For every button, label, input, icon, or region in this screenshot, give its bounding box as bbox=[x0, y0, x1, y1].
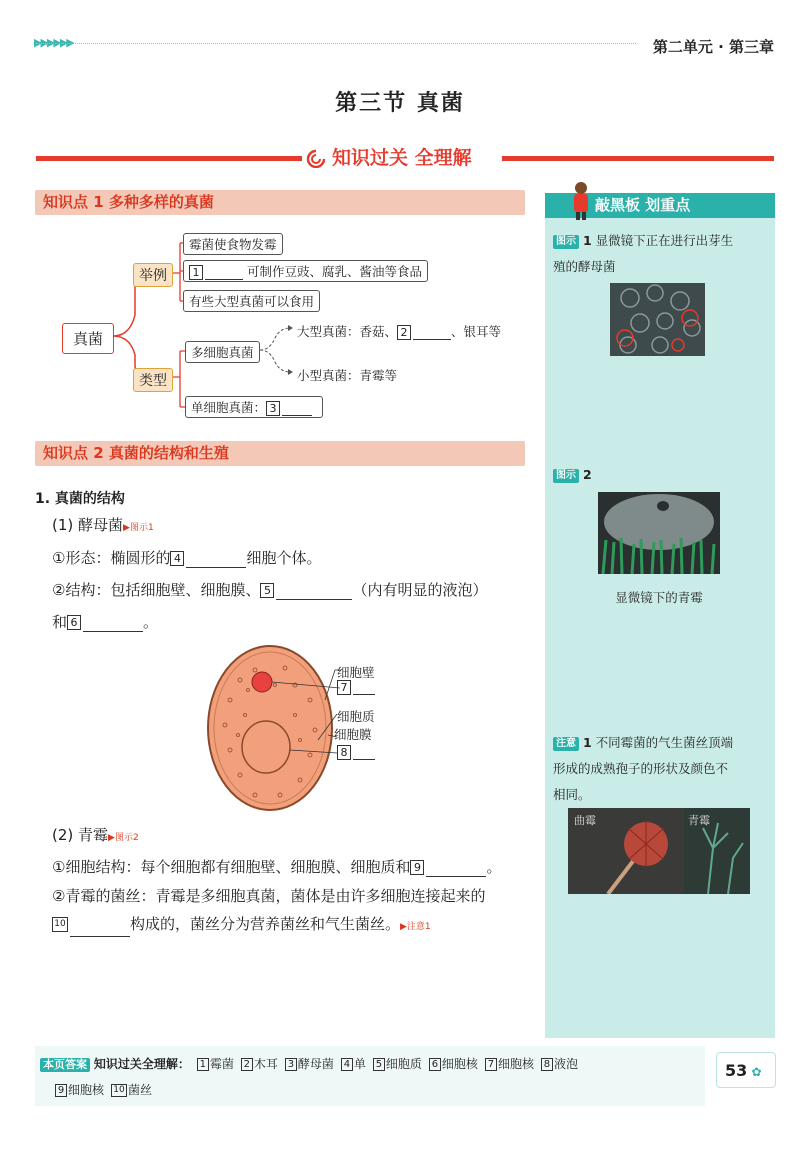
figure1-text-b: 殖的酵母菌 bbox=[553, 259, 616, 274]
answer-text: 菌丝 bbox=[128, 1083, 153, 1097]
teacher-icon bbox=[566, 180, 596, 220]
answer-text: 细胞核 bbox=[68, 1083, 105, 1097]
answer-number: 5 bbox=[373, 1058, 385, 1071]
answer-item bbox=[366, 1057, 422, 1071]
blank-number: 5 bbox=[260, 583, 274, 598]
answer-item bbox=[104, 1083, 152, 1097]
answer-number: 8 bbox=[541, 1058, 553, 1071]
answer-item bbox=[478, 1057, 534, 1071]
struct-text-d: 。 bbox=[143, 613, 159, 631]
figure1-text-a: 显微镜下正在进行出芽生 bbox=[595, 233, 734, 248]
answer-number: 3 bbox=[285, 1058, 297, 1071]
answer-item bbox=[190, 1057, 234, 1071]
header-divider bbox=[36, 43, 636, 44]
answer-item bbox=[334, 1057, 366, 1071]
blank-number: 3 bbox=[266, 401, 280, 416]
figure-ref[interactable]: ▶图示2 bbox=[108, 833, 139, 843]
blank-number: 9 bbox=[410, 860, 424, 875]
penicillium-micrograph bbox=[598, 492, 720, 574]
struct-text-a: ②结构：包括细胞壁、细胞膜、 bbox=[52, 581, 261, 599]
example-mold: 霉菌使食物发霉 bbox=[183, 233, 283, 255]
mold-label: (2) 青霉 bbox=[52, 826, 109, 844]
answer-text: 酵母菌 bbox=[297, 1057, 334, 1071]
blank-number: 4 bbox=[170, 551, 184, 566]
yeast-shape bbox=[52, 548, 321, 568]
type-multicellular: 多细胞真菌 bbox=[185, 341, 260, 363]
yeast-structure bbox=[52, 580, 527, 600]
label-cell-wall: 细胞壁 bbox=[337, 665, 375, 680]
label-cytoplasm: 细胞质 bbox=[337, 709, 375, 724]
answer-number: 9 bbox=[55, 1084, 67, 1097]
answer-number: 4 bbox=[341, 1058, 353, 1071]
answer-blank[interactable] bbox=[353, 694, 375, 695]
yeast-label: (1) 酵母菌 bbox=[52, 516, 124, 534]
label-blank-7 bbox=[337, 680, 375, 695]
struct-text-b: （内有明显的液泡） bbox=[352, 581, 488, 599]
answer-number: 7 bbox=[485, 1058, 497, 1071]
example-food bbox=[183, 260, 428, 282]
answer-item bbox=[234, 1057, 278, 1071]
figure2-caption: 显微镜下的青霉 bbox=[615, 590, 703, 605]
answer-number: 10 bbox=[111, 1084, 127, 1097]
shape-text-a: ①形态：椭圆形的 bbox=[52, 549, 171, 567]
answer-item bbox=[278, 1057, 334, 1071]
shape-text-b: 细胞个体。 bbox=[246, 549, 322, 567]
note-number: 1 bbox=[582, 735, 592, 750]
answer-text: 单 bbox=[353, 1057, 366, 1071]
answer-item bbox=[534, 1057, 578, 1071]
answer-text: 细胞核 bbox=[497, 1057, 534, 1071]
yeast-structure-2 bbox=[52, 612, 158, 632]
answer-text: 细胞核 bbox=[441, 1057, 478, 1071]
header-arrows: ▶▶▶▶▶▶ bbox=[34, 36, 73, 49]
answer-number: 1 bbox=[197, 1058, 209, 1071]
type-unicellular bbox=[185, 396, 323, 418]
big-fungi-end: 、银耳等 bbox=[451, 324, 502, 339]
note-text-c: 相同。 bbox=[553, 787, 591, 802]
big-fungi bbox=[297, 322, 501, 340]
label-cell-membrane: 细胞膜 bbox=[334, 727, 372, 742]
answer-number: 6 bbox=[429, 1058, 441, 1071]
hyphae-text-b: 构成的，菌丝分为营养菌丝和气生菌丝。 bbox=[130, 915, 401, 933]
figure2-tag bbox=[553, 462, 592, 488]
answer-line-1 bbox=[40, 1052, 578, 1076]
label-aspergillus: 曲霉 bbox=[574, 814, 596, 827]
yeast-heading bbox=[52, 515, 154, 538]
note-text-a: 不同霉菌的气生菌丝顶端 bbox=[595, 735, 734, 750]
answer-item bbox=[422, 1057, 478, 1071]
banner-line-left bbox=[36, 156, 304, 161]
figure-number: 1 bbox=[582, 233, 592, 248]
blank-number: 7 bbox=[337, 680, 351, 695]
struct-text-c: 和 bbox=[52, 613, 68, 631]
big-fungi-text: 大型真菌：香菇、 bbox=[297, 324, 398, 339]
mindmap-root: 真菌 bbox=[62, 323, 114, 354]
mindmap-branch-examples: 举例 bbox=[133, 263, 173, 287]
page-number bbox=[716, 1052, 776, 1088]
blank-number: 10 bbox=[52, 917, 68, 932]
answer-blank[interactable] bbox=[426, 876, 486, 877]
mold-hyphae-2 bbox=[52, 914, 431, 937]
note-text-b: 形成的成熟孢子的形状及颜色不 bbox=[553, 761, 729, 776]
swirl-icon bbox=[304, 148, 328, 168]
answer-blank[interactable] bbox=[276, 599, 352, 600]
banner-line-right bbox=[500, 156, 774, 161]
side-panel-header: 敲黑板 划重点 bbox=[545, 193, 775, 218]
answer-items-row2 bbox=[48, 1078, 152, 1102]
answer-blank[interactable] bbox=[205, 279, 243, 280]
example-edible: 有些大型真菌可以食用 bbox=[183, 290, 320, 312]
answer-text: 细胞质 bbox=[385, 1057, 422, 1071]
blank-number: 8 bbox=[337, 745, 351, 760]
answer-badge: 本页答案 bbox=[40, 1058, 90, 1072]
kp2-header: 知识点 2 真菌的结构和生殖 bbox=[35, 441, 525, 466]
answer-label: 知识过关全理解： bbox=[93, 1057, 190, 1071]
answer-number: 2 bbox=[241, 1058, 253, 1071]
answer-items-row1 bbox=[190, 1057, 578, 1071]
blank-number: 2 bbox=[397, 325, 411, 340]
answer-blank[interactable] bbox=[186, 567, 246, 568]
answer-blank[interactable] bbox=[83, 631, 143, 632]
answer-blank[interactable] bbox=[70, 936, 130, 937]
note-tag: 注意 bbox=[553, 737, 579, 751]
note-ref[interactable]: ▶注意1 bbox=[400, 922, 431, 932]
mindmap-branch-types: 类型 bbox=[133, 368, 173, 392]
mold-cell bbox=[52, 857, 501, 877]
blank-number: 6 bbox=[67, 615, 81, 630]
answer-blank[interactable] bbox=[353, 759, 375, 760]
figure-tag: 图示 bbox=[553, 235, 579, 249]
page-title: 第三节 真菌 bbox=[335, 90, 465, 116]
figure-number: 2 bbox=[582, 467, 592, 482]
figure-ref[interactable]: ▶图示1 bbox=[123, 523, 154, 533]
section-heading: 1. 真菌的结构 bbox=[35, 491, 125, 507]
answer-text: 霉菌 bbox=[209, 1057, 234, 1071]
unicellular-text: 单细胞真菌： bbox=[191, 400, 267, 415]
answer-item bbox=[48, 1083, 104, 1097]
kp1-header: 知识点 1 多种多样的真菌 bbox=[35, 190, 525, 215]
cell-text-a: ①细胞结构：每个细胞都有细胞壁、细胞膜、细胞质和 bbox=[52, 858, 411, 876]
blank-number: 1 bbox=[189, 265, 203, 280]
chapter-label: 第二单元 · 第三章 bbox=[652, 38, 774, 56]
note1 bbox=[553, 730, 768, 808]
figure1-caption bbox=[553, 228, 768, 280]
page-number-text: 53 bbox=[725, 1061, 748, 1080]
mold-hyphae: ②青霉的菌丝：青霉是多细胞真菌，菌体是由许多细胞连接起来的 bbox=[52, 887, 486, 905]
small-fungi: 小型真菌：青霉等 bbox=[297, 368, 398, 383]
mold-heading bbox=[52, 825, 139, 848]
sprout-icon: ✿ bbox=[747, 1065, 762, 1079]
answer-blank[interactable] bbox=[282, 415, 312, 416]
yeast-micrograph bbox=[610, 283, 705, 356]
label-blank-8 bbox=[337, 745, 375, 760]
example-food-text: 可制作豆豉、腐乳、酱油等食品 bbox=[246, 264, 422, 279]
figure-tag: 图示 bbox=[553, 469, 579, 483]
answer-text: 液泡 bbox=[553, 1057, 578, 1071]
answer-blank[interactable] bbox=[413, 339, 451, 340]
banner-title: 知识过关 全理解 bbox=[302, 143, 502, 173]
cell-text-b: 。 bbox=[486, 858, 502, 876]
answer-text: 木耳 bbox=[253, 1057, 278, 1071]
label-penicillium: 青霉 bbox=[688, 814, 710, 827]
